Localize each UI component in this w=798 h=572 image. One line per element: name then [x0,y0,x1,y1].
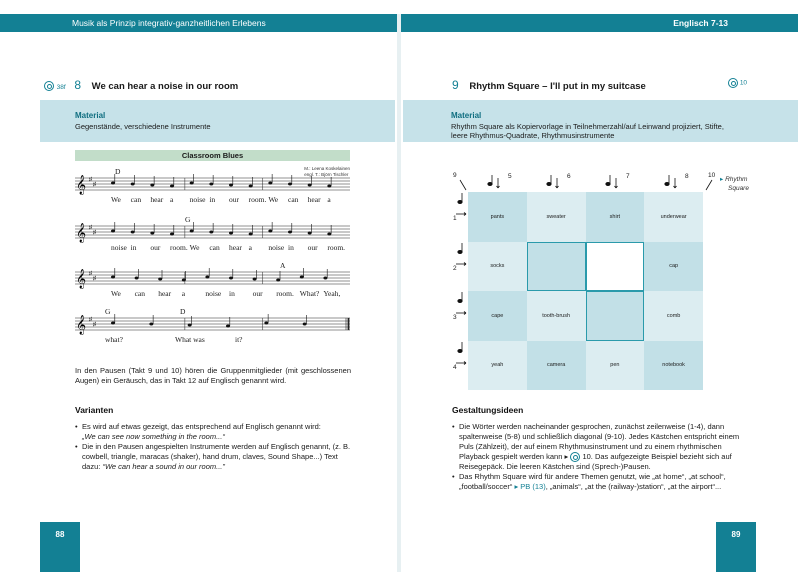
row-number: 3 [453,314,457,321]
note-head [303,323,307,326]
grid-cell: yeah [468,341,527,391]
lyric-word: in [229,289,235,298]
grid-cell-empty [586,291,645,341]
lyric-word: What was [175,335,205,344]
right-section-heading: Rhythm Square – I'll put in my suitcase [469,81,646,92]
note-head [249,233,253,236]
right-track-ref [728,78,747,88]
lyric-word: our [307,243,318,252]
left-material-band [40,100,395,142]
right-material-heading: Material [451,111,482,120]
variants-heading: Varianten [75,405,114,415]
note-head [226,325,230,328]
lyric-word: noise [205,289,222,298]
quarter-note-icon [456,243,466,266]
lyric-word: hear [307,195,321,204]
variants-list [75,422,351,472]
lyric-word: our [229,195,239,204]
rhythm-square [450,168,749,393]
left-section-title [44,78,238,92]
chord-symbol: G [185,215,191,224]
note-head [323,277,327,280]
lyric-word: a [327,195,331,204]
sharp-icon: ♯ [89,271,92,277]
grid-cell: sweater [527,192,586,242]
note-head [229,277,233,280]
lyric-word: our [150,243,161,252]
sharp-icon: ♯ [93,182,96,188]
note-head [288,183,292,186]
note-head [327,185,331,188]
row-number: 4 [453,364,457,371]
note-head [190,230,194,233]
grid-cell: shirt [586,192,645,242]
quarter-note-icon [488,175,500,188]
treble-clef-icon: 𝄞 [76,315,87,335]
note-head [308,184,312,187]
treble-clef-icon: 𝄞 [76,223,87,243]
quarter-note-icon [456,342,466,365]
cd-track-icon [44,81,54,91]
grid-cell: tooth-brush [527,291,586,341]
lyric-word: room. [248,195,267,204]
chord-symbol: D [115,167,121,176]
score-credits: M.: Leena Koskelainen engl. T.: Björn Tischler [304,166,350,177]
lyric-word: hear [158,289,172,298]
lyric-word: We [189,243,200,252]
variant-item: • Es wird auf etwas gezeigt, das entsprechend auf Englisch genannt wird: „We can see now something in the room...“ [75,422,351,442]
note-head [190,182,194,185]
right-page-number: 89 [731,530,741,539]
left-page-number: 88 [55,530,65,539]
lyric-word: it? [235,335,243,344]
note-head [209,231,213,234]
grid-cell: socks [468,242,527,292]
corner-number-right: 10 [708,172,716,179]
right-material-text: Rhythm Square als Kopiervorlage in Teilnehmerzahl/auf Leinwand projiziert, Stifte, leere Rhythmus-Quadrate, Rhythmusinstrumente [451,122,724,140]
lyric-word: noise [189,195,206,204]
staff [75,268,350,289]
lyric-word: can [134,289,146,298]
grid-cell-empty [527,242,586,292]
lyric-word: We [268,195,279,204]
note-head [268,182,272,185]
chord-symbol: A [280,261,286,270]
left-intro-text: In den Pausen (Takt 9 und 10) hören die Gruppenmitglieder (mit geschlossenen Augen) ein Geräusch, das in Takt 12 auf Englisch genannt wird. [75,366,351,385]
note-head [327,233,331,236]
staff [75,314,350,335]
idea-item: • Die Wörter werden nacheinander gesprochen, zunächst zeilenweise (1-4), dann spaltenweise (5-8) und schließlich diagonal (9-10). Jedes Kästchen entspricht einem Puls (Zählzeit), der auf einem Rhythmusinstrument und zu einem rhythmischen Playback gespielt werden kann ▸ 10. Das aufgezeigte Beispiel bezieht sich auf Reisegepäck. Die leeren Kästchen sind (Sprech-)Pausen. [452,422,754,472]
cd-track-icon [570,452,580,462]
right-section-title [452,78,646,92]
page-gutter [397,14,401,572]
note-head [300,276,304,279]
sharp-icon: ♯ [93,276,96,282]
sharp-icon: ♯ [89,177,92,183]
note-head [111,276,115,279]
lyric-word: room. [327,243,346,252]
playback-reference: ▸ PB (13) [514,482,546,492]
col-number: 5 [508,173,512,180]
staff [75,222,350,243]
rhythm-square-legend: ▸ Rhythm Square [720,176,749,192]
left-material-heading: Material [75,111,106,120]
sharp-icon: ♯ [89,317,92,323]
note-head [111,230,115,233]
note-head [229,232,233,235]
sharp-icon: ♯ [93,230,96,236]
right-page-tab [716,522,756,572]
note-head [131,183,135,186]
note-head [158,278,162,281]
header-left-title: Musik als Prinzip integrativ-ganzheitlichen Erlebens [72,18,266,28]
lyric-word: a [248,243,252,252]
note-head [253,278,257,281]
lyric-word: can [209,243,220,252]
chord-symbol: G [105,307,111,316]
note-head [264,322,268,325]
note-head [150,232,154,235]
note-head [209,183,213,186]
lyric-word: in [288,243,294,252]
quarter-note-icon [606,175,618,188]
note-head [268,230,272,233]
left-section-heading: We can hear a noise in our room [91,81,239,92]
lyric-word: in [130,243,137,252]
rhythm-grid [468,192,703,390]
lyric-word: can [288,195,299,204]
note-head [308,232,312,235]
grid-cell: cape [468,291,527,341]
left-material-text: Gegenstände, verschiedene Instrumente [75,122,211,131]
corner-number-left: 9 [453,172,457,179]
col-number: 7 [626,173,630,180]
quarter-note-icon [456,193,466,216]
grid-cell-empty [586,242,645,292]
quarter-note-icon [665,175,677,188]
note-head [111,322,115,325]
sharp-icon: ♯ [89,225,92,231]
score-title: Classroom Blues [75,150,350,161]
col-number: 6 [567,173,571,180]
grid-cell: camera [527,341,586,391]
lyric-word: What? [299,289,320,298]
note-head [205,276,209,279]
lyric-word: hear [150,195,164,204]
note-head [131,231,135,234]
lyric-word: can [130,195,142,204]
right-section-number: 9 [452,78,459,92]
idea-item: • Das Rhythm Square wird für andere Themen genutzt, wie „at home“, „at school“, „football/soccer“ ▸ PB (13), „animals“, „at the (railway-)station“, „at the airport“... [452,472,754,492]
left-section-number: 8 [74,78,82,92]
note-head [135,277,139,280]
note-head [149,323,153,326]
lyric-word: a [170,195,174,204]
variant-item: • Die in den Pausen angespielten Instrumente werden auf Englisch genannt, (z. B. cowbell, triangle, maracas (shaker), hand drum, claves, Sound Shape...) Text dazu: “We can hear a sound in our room...” [75,442,351,472]
ideas-heading: Gestaltungsideen [452,405,524,415]
grid-cell: pen [586,341,645,391]
lyric-word: in [209,195,216,204]
ideas-list [452,422,754,492]
grid-cell: underwear [644,192,703,242]
lyric-word: room. [276,289,294,298]
lyric-word: Yeah, [323,289,341,298]
lyric-word: We [111,195,121,204]
cd-track-icon [728,78,738,88]
lyric-word: noise [111,243,127,252]
quarter-note-icon [547,175,559,188]
note-head [170,233,174,236]
header-right-title: Englisch 7-13 [673,18,728,28]
lyric-word: our [252,289,263,298]
treble-clef-icon: 𝄞 [76,269,87,289]
note-head [229,184,233,187]
note-head [182,279,186,282]
note-head [188,324,192,327]
lyric-word: hear [229,243,242,252]
chord-symbol: D [180,307,186,316]
lyric-word: what? [105,335,123,344]
note-head [276,279,280,282]
right-track-number: 10 [739,79,748,87]
sheet-music-score [75,150,350,355]
row-number: 1 [453,215,457,222]
quarter-note-icon [456,292,466,315]
note-head [170,185,174,188]
sharp-icon: ♯ [93,322,96,328]
lyric-word: a [181,289,186,298]
left-track-number: 38f [56,84,66,91]
grid-cell: comb [644,291,703,341]
note-head [111,182,115,185]
grid-cell: pants [468,192,527,242]
lyric-word: room. [170,243,188,252]
note-head [288,231,292,234]
staff [75,174,350,195]
lyric-word: We [111,289,121,298]
grid-cell: notebook [644,341,703,391]
left-page-tab [40,522,80,572]
note-head [249,185,253,188]
col-number: 8 [685,173,689,180]
treble-clef-icon: 𝄞 [76,175,87,195]
row-number: 2 [453,265,457,272]
right-material-band [403,100,798,142]
note-head [150,184,154,187]
grid-cell: cap [644,242,703,292]
lyric-word: noise [268,243,285,252]
staff-lines [75,150,350,355]
